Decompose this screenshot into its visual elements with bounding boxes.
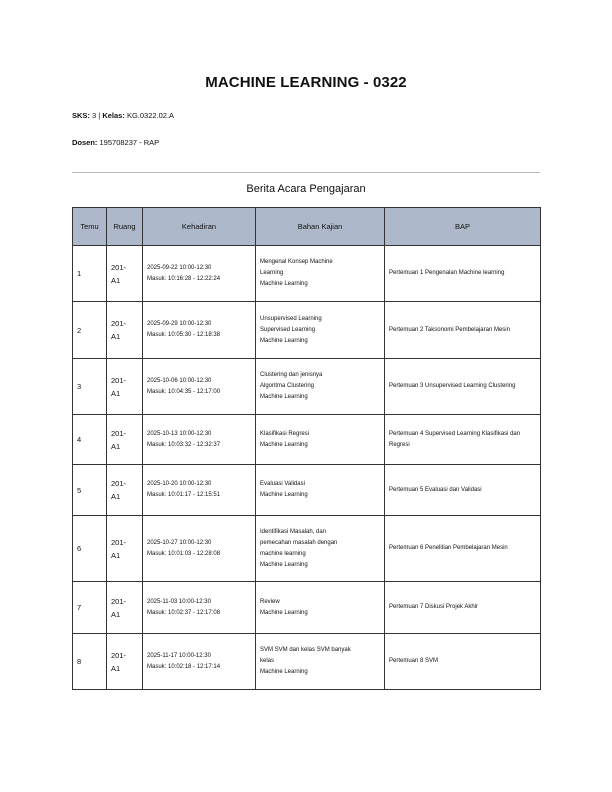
kehadiran-cell xyxy=(143,246,256,302)
bahan-line: Klasifikasi Regresi xyxy=(260,430,310,437)
bahan-line: Review xyxy=(260,598,280,605)
ruang-line: A1 xyxy=(111,550,121,560)
bahan-line: kelas xyxy=(260,658,275,664)
masuk-text: Masuk: 10:16:28 - 12:22:24 xyxy=(147,275,221,282)
ruang-line: 201- xyxy=(111,319,127,328)
bahan-line: Algoritma Clustering xyxy=(260,383,315,389)
ruang-cell xyxy=(107,634,143,690)
table-row xyxy=(73,634,541,690)
bap-text: Pertemuan 1 Pengenalan Machine learning xyxy=(389,270,505,276)
jadwal-text: 2025-09-29 10:00-12:30 xyxy=(147,321,212,327)
temu-cell: 8 xyxy=(73,634,107,690)
kehadiran-cell xyxy=(143,634,256,690)
bap-text: Pertemuan 2 Taksonomi Pembelajaran Mesin xyxy=(389,326,510,333)
kelas-label: Kelas: xyxy=(102,111,125,120)
bap-cell xyxy=(385,415,541,465)
bahan-line: Machine Learning xyxy=(260,492,308,498)
jadwal-text: 2025-09-22 10:00-12:30 xyxy=(147,264,212,271)
kehadiran-cell xyxy=(143,465,256,516)
temu-cell: 2 xyxy=(73,302,107,359)
ruang-line: A1 xyxy=(111,492,121,501)
temu-cell: 6 xyxy=(73,516,107,582)
sks-value: 3 xyxy=(92,111,97,120)
bahan-line: Machine Learning xyxy=(260,337,308,344)
bap-text: Pertemuan 6 Penelitian Pembelajaran Mesin xyxy=(389,545,508,551)
table-row xyxy=(73,465,541,516)
ruang-line: A1 xyxy=(111,609,121,619)
bahan-line: Machine Learning xyxy=(260,281,308,287)
bahan-kajian-cell xyxy=(256,302,385,359)
ruang-cell xyxy=(107,465,143,516)
divider xyxy=(72,172,540,173)
bap-text: Pertemuan 5 Evaluasi dan Validasi xyxy=(389,486,482,493)
ruang-line: A1 xyxy=(111,332,121,341)
bahan-line: SVM SVM dan kelas SVM banyak xyxy=(260,647,351,653)
bap-cell xyxy=(385,359,541,415)
bap-text: Pertemuan 8 SVM xyxy=(389,658,439,664)
table-row xyxy=(73,582,541,634)
sks-label: SKS: xyxy=(72,111,90,120)
bap-table xyxy=(72,207,541,690)
masuk-text: Masuk: 10:02:18 - 12:17:14 xyxy=(147,663,221,670)
ruang-line: 201- xyxy=(111,596,127,606)
masuk-text: Masuk: 10:05:30 - 12:18:38 xyxy=(147,332,221,338)
masuk-text: Masuk: 10:04:35 - 12:17:00 xyxy=(147,388,221,395)
dosen-value: 195708237 - RAP xyxy=(99,138,160,147)
ruang-line: 201- xyxy=(111,375,127,385)
temu-cell: 7 xyxy=(73,582,107,634)
kelas-value: KG.0322.02.A xyxy=(126,111,175,120)
header-ruang: Ruang xyxy=(107,208,143,246)
page-title: MACHINE LEARNING - 0322 xyxy=(205,74,407,91)
bahan-line: Evaluasi Validasi xyxy=(260,481,305,487)
table-row xyxy=(73,415,541,465)
kehadiran-cell xyxy=(143,516,256,582)
ruang-line: A1 xyxy=(111,663,121,673)
ruang-cell xyxy=(107,415,143,465)
ruang-line: A1 xyxy=(111,388,121,398)
temu-cell: 4 xyxy=(73,415,107,465)
bahan-line: Machine Learning xyxy=(260,609,308,616)
bahan-line: Identifikasi Masalah, dan xyxy=(260,528,327,535)
bahan-kajian-cell xyxy=(256,359,385,415)
masuk-text: Masuk: 10:03:32 - 12:32:37 xyxy=(147,441,221,448)
header-kehadiran: Kehadiran xyxy=(143,208,256,246)
ruang-line: 201- xyxy=(111,479,127,488)
jadwal-text: 2025-10-06 10:00-12:30 xyxy=(147,377,212,384)
course-meta xyxy=(72,111,174,120)
meta-separator: | xyxy=(98,111,101,120)
bap-cell xyxy=(385,634,541,690)
kehadiran-cell xyxy=(143,415,256,465)
jadwal-text: 2025-11-17 10:00-12:30 xyxy=(147,652,211,659)
bap-text: Pertemuan 4 Supervised Learning Klasifikasi dan Regresi xyxy=(389,430,521,448)
bahan-line: Machine Learning xyxy=(260,669,308,675)
table-row xyxy=(73,359,541,415)
kehadiran-cell xyxy=(143,359,256,415)
ruang-cell xyxy=(107,246,143,302)
bap-cell xyxy=(385,582,541,634)
masuk-text: Masuk: 10:01:17 - 12:15:51 xyxy=(147,492,221,498)
bahan-kajian-cell xyxy=(256,634,385,690)
bahan-line: Supervised Learning xyxy=(260,326,316,333)
header-bap: BAP xyxy=(385,208,541,246)
temu-cell: 1 xyxy=(73,246,107,302)
section-title: Berita Acara Pengajaran xyxy=(246,183,366,195)
masuk-text: Masuk: 10:02:37 - 12:17:08 xyxy=(147,609,221,616)
header-temu: Temu xyxy=(73,208,107,246)
bahan-line: Machine Learning xyxy=(260,561,308,568)
ruang-line: 201- xyxy=(111,428,127,438)
bahan-line: Machine Learning xyxy=(260,394,308,400)
jadwal-text: 2025-10-20 10:00-12:30 xyxy=(147,481,212,487)
ruang-line: 201- xyxy=(111,650,127,660)
bahan-kajian-cell xyxy=(256,415,385,465)
ruang-cell xyxy=(107,516,143,582)
ruang-cell xyxy=(107,582,143,634)
kehadiran-cell xyxy=(143,302,256,359)
bap-cell xyxy=(385,246,541,302)
table-row xyxy=(73,246,541,302)
bahan-kajian-cell xyxy=(256,516,385,582)
table-header-row xyxy=(73,208,541,246)
temu-cell: 3 xyxy=(73,359,107,415)
bahan-line: Mengenal Konsep Machine xyxy=(260,259,333,265)
bahan-line: Unsupervised Learning xyxy=(260,315,322,322)
bahan-line: pemecahan masalah dengan xyxy=(260,539,338,546)
jadwal-text: 2025-10-13 10:00-12:30 xyxy=(147,430,212,437)
ruang-cell xyxy=(107,359,143,415)
ruang-line: 201- xyxy=(111,537,127,547)
jadwal-text: 2025-11-03 10:00-12:30 xyxy=(147,598,211,605)
masuk-text: Masuk: 10:01:03 - 12:28:08 xyxy=(147,550,221,557)
bap-cell xyxy=(385,302,541,359)
ruang-line: A1 xyxy=(111,441,121,451)
ruang-line: 201- xyxy=(111,262,127,272)
bahan-line: Learning xyxy=(260,270,284,276)
table-row xyxy=(73,302,541,359)
lecturer-meta xyxy=(72,138,159,147)
bap-cell xyxy=(385,516,541,582)
ruang-cell xyxy=(107,302,143,359)
bahan-kajian-cell xyxy=(256,582,385,634)
kehadiran-cell xyxy=(143,582,256,634)
jadwal-text: 2025-10-27 10:00-12:30 xyxy=(147,539,212,546)
bap-text: Pertemuan 7 Diskusi Projek Akhir xyxy=(389,604,479,610)
bahan-kajian-cell xyxy=(256,246,385,302)
bahan-line: machine learning xyxy=(260,550,306,557)
bahan-line: Clustering dan jenisnya xyxy=(260,372,323,378)
bap-text: Pertemuan 3 Unsupervised Learning Clustering xyxy=(389,383,516,389)
header-bahan-kajian: Bahan Kajian xyxy=(256,208,385,246)
ruang-line: A1 xyxy=(111,275,121,285)
dosen-label: Dosen: xyxy=(72,138,98,147)
bap-cell xyxy=(385,465,541,516)
bahan-line: Machine Learning xyxy=(260,441,308,448)
table-row xyxy=(73,516,541,582)
temu-cell: 5 xyxy=(73,465,107,516)
bahan-kajian-cell xyxy=(256,465,385,516)
